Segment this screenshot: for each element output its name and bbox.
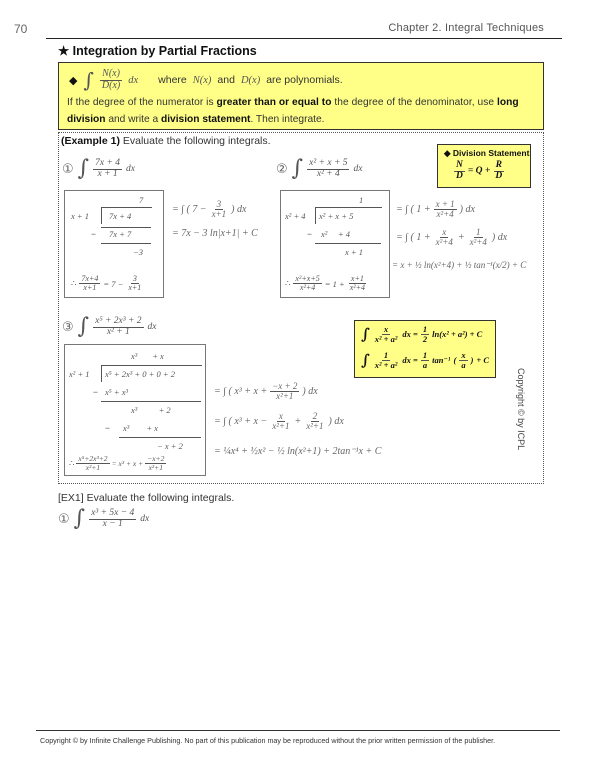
p3-conc-rnum: −x+2	[147, 454, 165, 463]
p3-step2-d2: x²+1	[306, 421, 324, 432]
p3-step1-b: ) dx	[302, 386, 318, 398]
p2-remainder: x + 1	[345, 247, 364, 257]
problem-3-number: ③	[62, 319, 74, 335]
section-title: ★ Integration by Partial Fractions	[58, 44, 257, 58]
definition-are-poly: are polynomials.	[266, 74, 343, 86]
p3-sub2-sign: −	[105, 423, 110, 433]
def-text-g: division statement	[161, 114, 251, 125]
p1-step1-a: = ∫ ( 7 −	[172, 204, 207, 216]
p3-conc-rden: x²+1	[148, 462, 163, 472]
p3-step2-b: ) dx	[328, 416, 344, 428]
p1-sub-sign: −	[91, 229, 96, 239]
exercise-label	[58, 492, 234, 504]
exercise-fraction	[89, 509, 136, 530]
def-text-d: long	[496, 97, 519, 108]
ex-num: x³ + 5x − 4	[91, 507, 135, 518]
p2-step2-n1: x	[442, 227, 447, 237]
definition-rule-line-1	[67, 97, 519, 108]
example-label	[61, 135, 271, 147]
example-label-text: (Example 1)	[61, 135, 120, 147]
p3-conclusion	[69, 455, 166, 472]
p1-divisor: x + 1	[71, 211, 90, 221]
p3-step1-a: = ∫ ( x³ + x +	[214, 386, 268, 398]
p2-step2-n2: 1	[476, 227, 481, 237]
p3-den: x² + 1	[106, 326, 130, 337]
p2-num: x² + x + 5	[309, 157, 348, 168]
p3-num: x⁵ + 2x³ + 2	[95, 315, 142, 326]
f2-den: x² + a²	[374, 359, 398, 370]
def-text-a: If the degree of the numerator is	[67, 97, 217, 108]
definition-box	[58, 62, 544, 130]
problem-1-statement	[62, 158, 135, 180]
p1-conc-den: x+1	[83, 283, 97, 293]
division-statement-formula	[454, 161, 504, 182]
p3-dividend: x⁵ + 2x³ + 0 + 0 + 2	[105, 369, 175, 379]
p2-conc-num: x²+x+5	[295, 274, 320, 283]
ds-eq: = Q +	[467, 166, 491, 177]
p2-step2-d1: x²+4	[435, 237, 453, 248]
p2-step2-d2: x²+4	[469, 237, 487, 248]
p2-step2-b: ) dx	[491, 232, 508, 244]
p3-dx: dx	[147, 322, 157, 332]
p3-step-1	[214, 382, 318, 402]
exercise-problem-1	[58, 508, 149, 530]
definition-numerator: N(x)	[102, 68, 120, 79]
p3-step1-num: −x + 2	[272, 381, 298, 391]
p2-step2-plus: +	[457, 232, 465, 244]
formula-1: ∫ $\frac{x}{\text{x² + a²}}$ dx = $\frac{1}{2}$ ln(x² + a²) + C	[361, 324, 483, 344]
ds-N: N	[456, 160, 463, 170]
p2-dx: dx	[353, 164, 363, 174]
p3-step-3: = ¼x⁴ + ½x² − ½ ln(x²+1) + 2tan⁻¹x + C	[214, 446, 382, 457]
p2-step1-den: x²+4	[436, 209, 454, 220]
f2-arg-d: a	[461, 359, 466, 370]
p2-conc-rden: x²+4	[349, 283, 366, 293]
p2-sub-line	[315, 243, 381, 244]
p2-step-3: = x + ½ ln(x²+4) + ½ tan⁻¹(x/2) + C	[392, 260, 527, 270]
problem-2-statement	[276, 158, 362, 180]
f2-rhs-a: dx =	[402, 355, 418, 366]
p3-step1-den: x²+1	[276, 391, 294, 402]
p3-step-2	[214, 412, 344, 432]
definition-N: N(x)	[192, 74, 212, 86]
therefore-icon: ∴	[71, 278, 77, 289]
f2-rhs-n: 1	[422, 350, 428, 360]
p3-quotient: x³ + x	[131, 351, 164, 361]
p3-conc-eq: = x³ + x +	[111, 458, 144, 468]
diamond-bullet-icon: ◆	[69, 74, 78, 87]
f2-rhs-d: a	[422, 359, 428, 370]
p3-step2-d1: x²+1	[272, 421, 290, 432]
problem-2-division-box	[280, 190, 390, 298]
p1-conc-rnum: 3	[132, 274, 137, 283]
f2-num: 1	[383, 350, 389, 360]
definition-where: where	[158, 74, 187, 86]
p1-conc-eq: = 7 −	[103, 278, 124, 289]
p3-step2-n2: 2	[312, 411, 318, 421]
p1-den: x + 1	[97, 168, 118, 179]
p2-quotient: 1	[359, 195, 364, 205]
p2-sub-sign: −	[307, 229, 312, 239]
def-text-e: division	[67, 114, 106, 125]
p2-step1-b: ) dx	[459, 204, 475, 216]
ex-dx: dx	[140, 514, 150, 524]
f1-rhs-a: dx =	[402, 329, 418, 340]
header-rule	[46, 38, 562, 39]
p1-num: 7x + 4	[95, 157, 121, 168]
p2-subtrahend: x² + 4	[321, 229, 351, 239]
exercise-label-text: [EX1]	[58, 492, 84, 504]
problem-2-number: ②	[276, 161, 288, 177]
p2-step-2	[396, 228, 507, 248]
exercise-instruction: Evaluate the following integrals.	[86, 492, 235, 504]
definition-fraction	[100, 69, 122, 91]
p1-sub-line	[101, 243, 151, 244]
p2-conc-den: x²+4	[299, 283, 316, 293]
definition-dx: dx	[128, 74, 139, 86]
chapter-title: Chapter 2. Integral Techniques	[388, 22, 544, 34]
definition-and: and	[217, 74, 235, 86]
integral-sign: ∫	[291, 156, 304, 181]
page-number: 70	[14, 22, 28, 36]
p3-step2-plus: +	[294, 416, 302, 428]
f2-rhs-b: tan⁻¹	[432, 354, 451, 365]
p3-divisor: x² + 1	[69, 369, 90, 379]
integral-sign: ∫	[73, 506, 86, 531]
ex-den: x − 1	[102, 518, 123, 529]
p1-conc-num: 7x+4	[81, 274, 99, 283]
p1-sub-line-top	[101, 227, 151, 228]
integral-sign: ∫	[77, 314, 90, 339]
p3-sub2: x³ + x	[123, 423, 158, 433]
def-text-f: and write a	[105, 114, 161, 125]
p1-step-2: = 7x − 3 ln|x+1| + C	[172, 228, 258, 239]
vertical-copyright: Copyright © by ICPL	[516, 368, 526, 451]
therefore-icon: ∴	[285, 278, 291, 289]
p1-step1-b: ) dx	[231, 204, 247, 216]
problem-3-fraction	[93, 317, 143, 338]
f1-num: x	[383, 324, 389, 334]
p1-remainder: −3	[133, 247, 143, 257]
p1-subtrahend: 7x + 7	[109, 229, 132, 239]
f2-arg-n: x	[461, 350, 466, 360]
exercise-number: ①	[58, 511, 70, 527]
p3-step2-n1: x	[278, 411, 283, 421]
p3-rem1: x³ + 2	[131, 405, 171, 415]
p1-conc-rden: x+1	[128, 283, 142, 293]
definition-rule-line-2	[67, 114, 324, 125]
formula-2: ∫ $\frac{1}{\text{x² + a²}}$ dx = $\frac{1}{a}$ tan⁻¹ ( $\frac{x}{a}$ ) + C	[361, 350, 490, 370]
p1-dividend: 7x + 4	[109, 211, 132, 221]
p2-step2-a: = ∫ ( 1 +	[396, 232, 431, 244]
p1-step1-den: x+1	[211, 209, 227, 220]
p2-step1-num: x + 1	[435, 199, 455, 209]
p3-rem2: − x + 2	[157, 441, 183, 451]
p1-step1-num: 3	[216, 199, 222, 209]
p2-divisor: x² + 4	[285, 211, 306, 221]
p2-conc-rnum: x+1	[350, 274, 364, 283]
p2-den: x² + 4	[316, 168, 340, 179]
definition-D: D(x)	[240, 74, 261, 86]
problem-3-division-box	[64, 344, 206, 476]
p3-sub1-sign: −	[93, 387, 98, 397]
example-instruction: Evaluate the following integrals.	[122, 135, 271, 147]
problem-1-number: ①	[62, 161, 74, 177]
f1-half-n: 1	[422, 324, 428, 334]
integral-sign: ∫	[77, 156, 90, 181]
p3-conc-den: x²+1	[85, 462, 101, 472]
problem-1-division-box	[64, 190, 164, 298]
f1-half-d: 2	[422, 333, 428, 344]
p3-sub2-line	[119, 437, 201, 438]
problem-2-fraction	[307, 159, 349, 180]
p2-step1-a: = ∫ ( 1 +	[396, 204, 431, 216]
p3-step2-a: = ∫ ( x³ + x −	[214, 416, 268, 428]
p1-step-1	[172, 200, 246, 220]
ds-R: R	[495, 160, 502, 170]
integral-formula-box	[354, 320, 496, 378]
p1-quotient: 7	[139, 195, 144, 205]
f2-rhs-c: + C	[476, 355, 490, 366]
division-statement-title: ◆ Division Statement	[444, 148, 530, 158]
division-statement-box	[437, 144, 531, 188]
footer-rule	[36, 730, 560, 731]
ds-D2: D	[495, 170, 503, 181]
p2-step-1	[396, 200, 475, 220]
therefore-icon: ∴	[69, 457, 75, 468]
f1-rhs-b: ln(x² + a²) + C	[432, 329, 483, 340]
def-text-c: the degree of the denominator, use	[331, 97, 497, 108]
footer-copyright: Copyright © by Infinite Challenge Publishing. No part of this publication may be reproduced without the prior written permission of the publisher.	[40, 736, 496, 745]
p1-conclusion	[71, 275, 143, 293]
definition-formula-line	[69, 69, 343, 91]
def-text-h: . Then integrate.	[250, 114, 325, 125]
p2-conc-eq: = 1 +	[324, 278, 345, 289]
integral-sign: ∫	[83, 68, 94, 92]
definition-denominator: D(x)	[101, 79, 121, 91]
p3-conc-num: x⁵+2x³+2	[78, 454, 108, 463]
p1-dx: dx	[126, 164, 135, 174]
ds-D: D	[456, 170, 463, 181]
problem-3-statement	[62, 316, 157, 338]
problem-1-fraction	[93, 159, 122, 180]
p2-conclusion	[285, 275, 367, 293]
p3-sub1: x⁵ + x³	[105, 387, 129, 397]
p3-sub1-line	[101, 401, 201, 402]
def-text-b: greater than or equal to	[216, 97, 332, 108]
f1-den: x² + a²	[374, 333, 398, 344]
p2-dividend: x² + x + 5	[319, 211, 354, 221]
